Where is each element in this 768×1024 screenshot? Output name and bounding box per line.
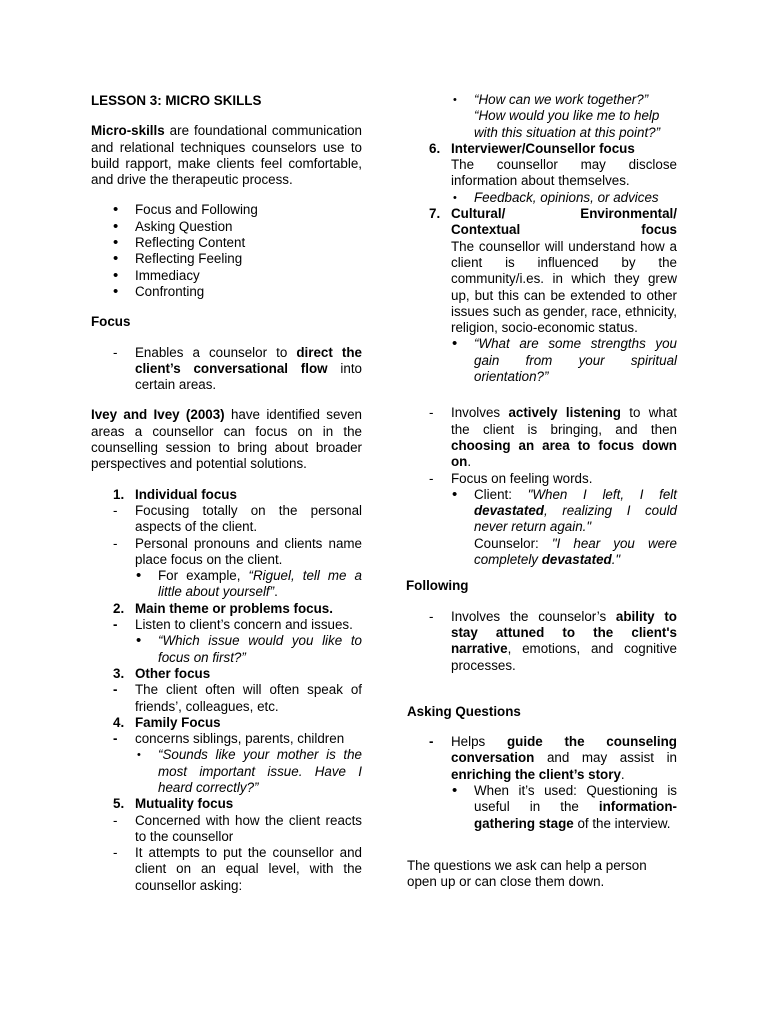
item-title: Cultural/ Environmental/ Contextual focus [451,206,677,238]
item-number: 6. [429,140,441,156]
item-description-text: The client often will often speak of friends’, colleagues, etc. [135,682,362,714]
item-title: Mutuality focus [135,796,234,812]
example-quote: “Riguel, tell me a little about yourself” [158,568,362,600]
item-title: Family Focus [135,714,221,730]
counselor-quote-bold: devastated [541,552,612,568]
item-number: 3. [113,665,125,681]
item-number: 2. [113,600,125,616]
item-number: 1. [113,486,125,502]
item-description: - Concerned with how the client reacts to the counsellor [91,813,362,846]
item-title: Individual focus [135,486,237,502]
right-column [407,92,677,890]
lesson-title: LESSON 3: MICRO SKILLS [91,93,262,108]
skill-list-item: • Asking Question [91,219,362,235]
example-end: . [274,584,278,600]
item-title: Main theme or problems focus. [135,600,333,616]
item-example-quote: • “Which issue would you like to focus on first?” [91,633,362,666]
asking-questions-heading: Asking Questions [407,703,521,719]
client-example [407,487,677,536]
involves-bold-2: choosing an area to focus down on [451,437,677,470]
skill-list-item: • Confronting [91,284,362,300]
following-bold: ability to stay attuned to the client's narrative [451,608,677,657]
focus-def-bold: direct the client’s conversational flow [135,344,362,376]
item-example-quote: • “Sounds like your mother is the most important issue. Have I heard correctly?” [91,747,362,796]
aq-text: Helps [451,734,507,750]
item-example-quote: • “What are some strengths you gain from your spiritual orientation?” [407,336,677,385]
item-number: 7. [429,206,441,222]
skill-list-item: • Focus and Following [91,202,362,218]
involves-text: Involves [451,405,509,421]
item-family-focus [91,715,362,731]
item-description: The counsellor may disclose information about themselves. [451,157,677,189]
item-description: - Personal pronouns and clients name place focus on the client. [91,536,362,569]
focus-heading: Focus [91,314,131,330]
item-individual-focus [91,487,362,503]
involves-bold: actively listening [508,405,621,421]
involves-paragraph [407,405,677,470]
when-text: When it’s used: Questioning is useful in the [474,782,677,815]
skill-list-item: • Immediacy [91,268,362,284]
when-used [407,783,677,832]
item-number: 5. [113,796,125,812]
ivey-citation: Ivey and Ivey (2003) [91,407,225,423]
counselor-label: Counselor: [474,535,552,551]
item-title: Interviewer/Counsellor focus [451,140,635,156]
item-description: - It attempts to put the counsellor and client on an equal level, with the counsellor asking: [91,845,362,894]
counselor-quote-end: ." [611,552,621,568]
counselor-example [407,536,677,569]
involves-end: . [467,454,472,470]
ivey-text: have identified seven areas a counsellor can focus on in the counselling session to bring about broader perspectives and potential solutions. [91,407,362,472]
intro-term: Micro-skills [91,123,165,139]
focus-def-text: Enables a counselor to [135,344,297,360]
feeling-words: - Focus on feeling words. [407,471,677,487]
item-description: The counsellor will understand how a client is influenced by the community/i.es. in which they grew up, but this can be extended to other issues such as gender, race, ethnicity, religion, socio-economic status. [451,238,677,336]
focus-def-end: into certain areas. [135,360,363,393]
item-main-theme-focus [91,601,362,617]
skill-list-item: • Reflecting Feeling [91,251,362,267]
item-description: - Listen to client’s concern and issues. [91,617,362,633]
question-b: “How would you like me to help with this situation at this point?” [474,108,661,140]
client-label: Client: [474,486,528,502]
closing-paragraph: The questions we ask can help a person open up or can close them down. [407,857,647,890]
following-heading: Following [406,578,469,594]
counselor-quote: "I hear you were completely [474,535,677,568]
intro-paragraph [91,123,362,188]
asking-questions-paragraph [407,734,677,783]
item-cultural-focus [407,206,677,239]
aq-end: . [620,766,625,782]
mutuality-question [407,92,677,141]
item-interviewer-focus [407,141,677,157]
when-end: of the interview. [573,815,671,831]
client-quote-bold: devastated [474,503,544,519]
item-title: Other focus [135,665,211,681]
following-text: Involves the counselor’s [451,608,616,624]
aq-bold-2: enriching the client’s story [451,766,621,782]
left-column [91,92,362,894]
item-description: - Focusing totally on the personal aspects of the client. [91,503,362,536]
skill-list-item: • Reflecting Content [91,235,362,251]
client-quote: "When I left, I felt [527,486,677,502]
when-bold: information-gathering stage [474,799,677,831]
item-description [91,731,362,747]
question-a: “How can we work together?” [474,92,649,107]
item-mutuality-focus [91,796,362,812]
aq-bold: guide the counseling conversation [451,734,677,766]
ivey-paragraph [91,407,362,472]
focus-definition [91,345,362,394]
skills-list [91,202,362,300]
item-sub-bullet: • Feedback, opinions, or advices [407,190,677,206]
client-quote-end: , realizing I could never return again." [474,503,677,535]
item-number: 4. [113,714,125,730]
example-lead: For example, [158,568,249,584]
involves-text-2: to what the client is bringing, and then [451,405,677,437]
aq-text-2: and may assist in [534,750,677,766]
item-description [91,682,362,715]
item-other-focus [91,666,362,682]
item-description-text: concerns siblings, parents, children [135,731,345,747]
item-example [91,568,362,601]
following-paragraph [407,609,677,674]
intro-text: are foundational communication and relational techniques counselors use to build rapport, make clients feel comfortable, and drive the therapeutic process. [91,123,362,188]
following-end: , emotions, and cognitive processes. [451,641,677,673]
